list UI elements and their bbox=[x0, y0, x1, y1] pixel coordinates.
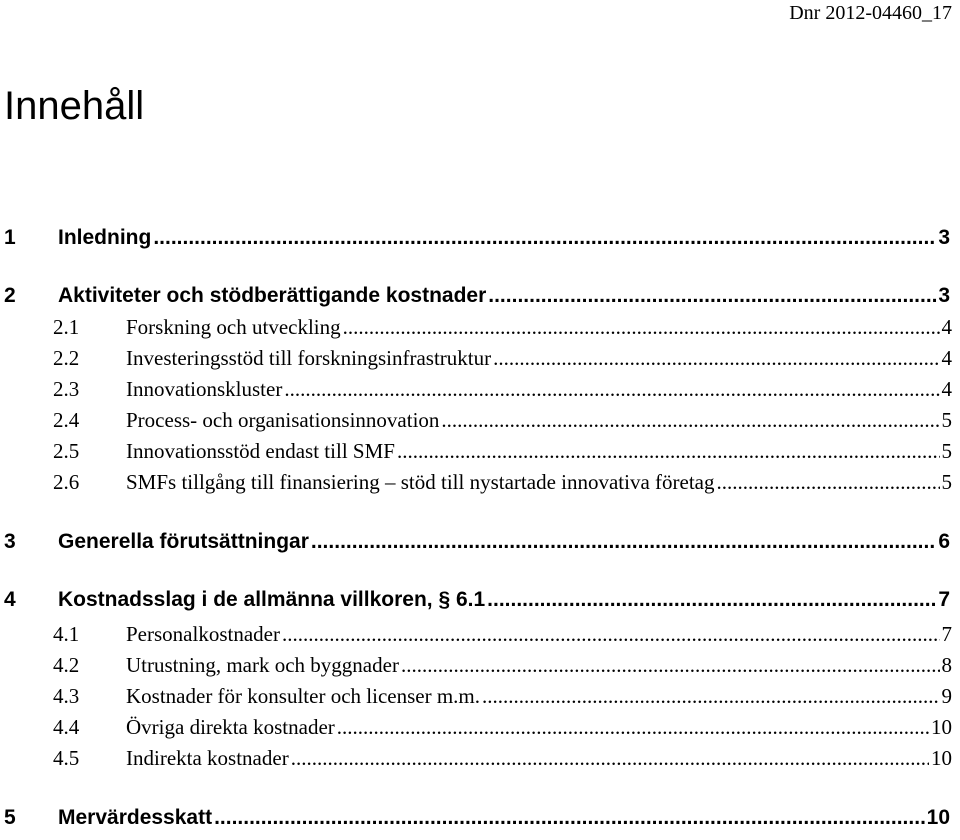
toc-label: Inledning bbox=[58, 226, 151, 250]
toc-number: 1 bbox=[0, 226, 58, 250]
dot-leader bbox=[488, 284, 936, 308]
toc-entry[interactable] bbox=[0, 284, 960, 318]
toc-entry[interactable] bbox=[0, 530, 960, 564]
dot-leader bbox=[401, 653, 940, 678]
toc-entry[interactable] bbox=[0, 377, 960, 411]
toc-page: 10 bbox=[931, 746, 960, 771]
toc-number: 3 bbox=[0, 530, 58, 554]
toc-number: 4.5 bbox=[0, 746, 126, 771]
toc-entry[interactable] bbox=[0, 226, 960, 260]
toc-number: 2.5 bbox=[0, 439, 126, 464]
toc-page: 5 bbox=[942, 408, 960, 433]
toc-label: SMFs tillgång till finansiering – stöd till nystartade innovativa företag bbox=[126, 470, 715, 495]
toc-page: 5 bbox=[942, 439, 960, 464]
dot-leader bbox=[482, 684, 940, 709]
dot-leader bbox=[153, 226, 936, 250]
toc-page: 6 bbox=[938, 530, 960, 554]
toc-number: 2.1 bbox=[0, 315, 126, 340]
toc-number: 4.4 bbox=[0, 715, 126, 740]
toc-entry[interactable] bbox=[0, 315, 960, 349]
toc-label: Forskning och utveckling bbox=[126, 315, 341, 340]
dot-leader bbox=[337, 715, 929, 740]
toc-page: 4 bbox=[942, 315, 960, 340]
toc-label: Generella förutsättningar bbox=[58, 530, 309, 554]
toc-page: 4 bbox=[942, 377, 960, 402]
dot-leader bbox=[487, 588, 936, 612]
toc-number: 4.3 bbox=[0, 684, 126, 709]
toc-entry[interactable] bbox=[0, 408, 960, 442]
toc-number: 2.4 bbox=[0, 408, 126, 433]
toc-page: 5 bbox=[942, 470, 960, 495]
dot-leader bbox=[291, 746, 929, 771]
toc-entry[interactable] bbox=[0, 746, 960, 780]
toc-entry[interactable] bbox=[0, 653, 960, 687]
dot-leader bbox=[311, 530, 936, 554]
dot-leader bbox=[493, 346, 939, 371]
toc-page: 9 bbox=[942, 684, 960, 709]
toc-entry[interactable] bbox=[0, 470, 960, 504]
toc-page: 7 bbox=[942, 622, 960, 647]
toc-entry[interactable] bbox=[0, 346, 960, 380]
toc-page: 4 bbox=[942, 346, 960, 371]
toc-number: 2.3 bbox=[0, 377, 126, 402]
page-title: Innehåll bbox=[4, 84, 144, 129]
toc-label: Aktiviteter och stödberättigande kostnader bbox=[58, 284, 486, 308]
dot-leader bbox=[282, 622, 940, 647]
toc-label: Utrustning, mark och byggnader bbox=[126, 653, 399, 678]
toc-label: Personalkostnader bbox=[126, 622, 280, 647]
toc-page: 10 bbox=[931, 715, 960, 740]
dot-leader bbox=[343, 315, 940, 340]
toc-number: 4.2 bbox=[0, 653, 126, 678]
toc-label: Process- och organisationsinnovation bbox=[126, 408, 439, 433]
toc-label: Innovationsstöd endast till SMF bbox=[126, 439, 395, 464]
dot-leader bbox=[441, 408, 939, 433]
toc-label: Kostnader för konsulter och licenser m.m. bbox=[126, 684, 480, 709]
toc-entry[interactable] bbox=[0, 439, 960, 473]
toc-label: Kostnadsslag i de allmänna villkoren, § 6.1 bbox=[58, 588, 485, 612]
toc-entry[interactable] bbox=[0, 588, 960, 622]
dot-leader bbox=[397, 439, 940, 464]
toc-label: Investeringsstöd till forskningsinfrastruktur bbox=[126, 346, 491, 371]
dot-leader bbox=[214, 806, 925, 830]
dot-leader bbox=[284, 377, 939, 402]
toc-page: 10 bbox=[927, 806, 960, 830]
toc-label: Övriga direkta kostnader bbox=[126, 715, 335, 740]
toc-number: 5 bbox=[0, 806, 58, 830]
dot-leader bbox=[717, 470, 940, 495]
toc-page: 8 bbox=[942, 653, 960, 678]
toc-page: 3 bbox=[938, 284, 960, 308]
toc-number: 4.1 bbox=[0, 622, 126, 647]
toc-number: 2.2 bbox=[0, 346, 126, 371]
toc-page: 7 bbox=[938, 588, 960, 612]
toc-number: 4 bbox=[0, 588, 58, 612]
toc-number: 2.6 bbox=[0, 470, 126, 495]
toc-entry[interactable] bbox=[0, 622, 960, 656]
toc-entry[interactable] bbox=[0, 715, 960, 749]
toc-number: 2 bbox=[0, 284, 58, 308]
toc-label: Indirekta kostnader bbox=[126, 746, 289, 771]
toc-label: Mervärdesskatt bbox=[58, 806, 212, 830]
toc-label: Innovationskluster bbox=[126, 377, 282, 402]
toc-entry[interactable] bbox=[0, 684, 960, 718]
document-number: Dnr 2012-04460_17 bbox=[789, 2, 952, 25]
toc-page: 3 bbox=[938, 226, 960, 250]
